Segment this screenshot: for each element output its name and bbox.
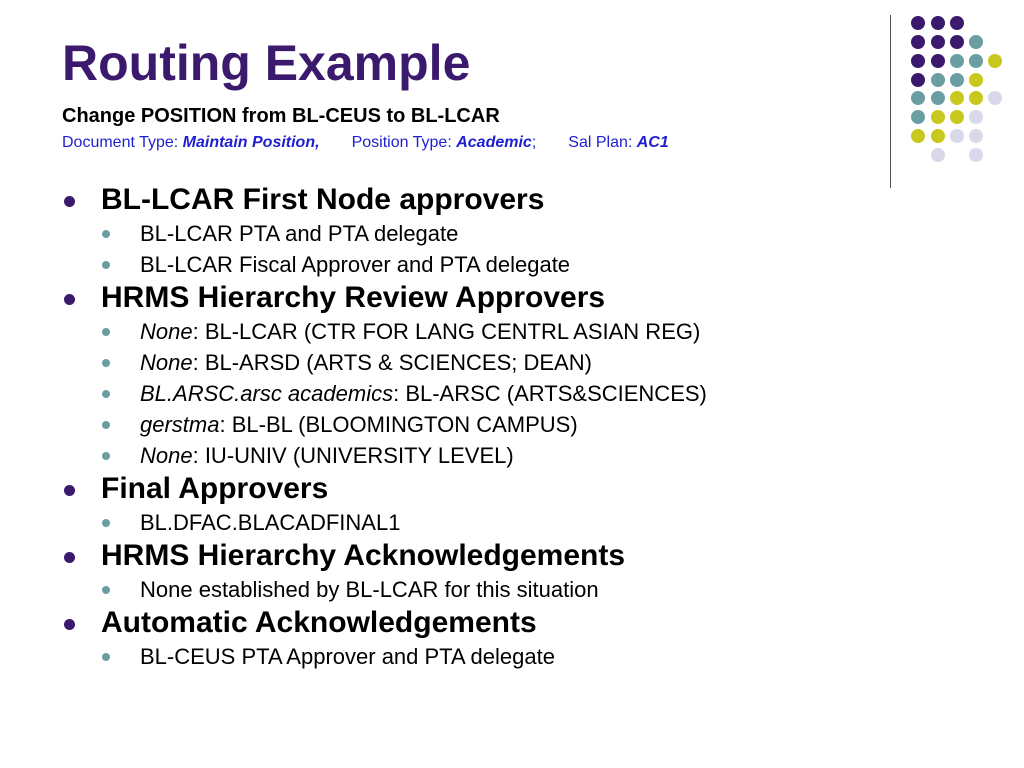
decorative-dot [950, 16, 964, 30]
decorative-dot [931, 73, 945, 87]
bullet-marker [64, 294, 75, 305]
decorative-dot [911, 54, 925, 68]
item-approver: None [140, 443, 193, 468]
sal-plan-label: Sal Plan: [568, 134, 637, 151]
item-text: : BL-ARSC (ARTS&SCIENCES) [393, 381, 707, 406]
item-text: BL-CEUS PTA Approver and PTA delegate [140, 644, 555, 669]
sub-bullet-marker [102, 421, 110, 429]
item-text: BL.DFAC.BLACADFINAL1 [140, 510, 401, 535]
sub-bullet-item [62, 409, 1002, 440]
sub-bullet-marker [102, 390, 110, 398]
decorative-dot [931, 35, 945, 49]
section-heading-text: Final Approvers [101, 472, 329, 505]
document-type-label: Document Type: [62, 134, 183, 151]
position-type-label: Position Type: [351, 134, 457, 151]
item-text: BL-LCAR PTA and PTA delegate [140, 221, 459, 246]
document-info-line [62, 133, 669, 153]
section-heading-text: HRMS Hierarchy Review Approvers [101, 281, 606, 314]
sub-bullet-marker [102, 653, 110, 661]
position-type-value: Academic [456, 134, 532, 151]
item-text: : BL-LCAR (CTR FOR LANG CENTRL ASIAN REG) [192, 319, 701, 344]
slide-subtitle: Change POSITION from BL-CEUS to BL-LCAR [62, 105, 500, 127]
decorative-dot [911, 73, 925, 87]
decorative-dot [931, 110, 945, 124]
section-heading-text: HRMS Hierarchy Acknowledgements [101, 539, 626, 572]
decorative-dot [969, 110, 983, 124]
header-divider [890, 15, 891, 188]
sub-bullet-marker [102, 328, 110, 336]
sub-bullet-marker [102, 230, 110, 238]
decorative-dot [931, 91, 945, 105]
sub-bullet-item [62, 507, 1002, 538]
decorative-dot [911, 110, 925, 124]
sub-bullet-item [62, 574, 1002, 605]
decorative-dot [950, 54, 964, 68]
decorative-dot [931, 54, 945, 68]
bullet-marker [64, 485, 75, 496]
decorative-dot [969, 73, 983, 87]
section-heading [62, 182, 1002, 218]
decorative-dot [911, 129, 925, 143]
section-heading-text: Automatic Acknowledgements [101, 606, 537, 639]
bullet-marker [64, 552, 75, 563]
sal-plan-value: AC1 [636, 134, 669, 151]
sub-bullet-item [62, 347, 1002, 378]
decorative-dot [969, 129, 983, 143]
decorative-dot [931, 148, 945, 162]
sub-bullet-marker [102, 519, 110, 527]
sub-bullet-item [62, 316, 1002, 347]
decorative-dot [931, 16, 945, 30]
item-approver: BL.ARSC.arsc academics [140, 381, 394, 406]
section-heading [62, 605, 1002, 641]
decorative-dot [911, 16, 925, 30]
sal-plan [568, 133, 669, 153]
decorative-dot [950, 129, 964, 143]
section-heading-text: BL-LCAR First Node approvers [101, 183, 545, 216]
decorative-dot [969, 54, 983, 68]
section-heading [62, 280, 1002, 316]
decorative-dot [911, 35, 925, 49]
sub-bullet-marker [102, 261, 110, 269]
sub-bullet-item [62, 249, 1002, 280]
item-text: BL-LCAR Fiscal Approver and PTA delegate [140, 252, 571, 277]
sub-bullet-item [62, 378, 1002, 409]
item-text: : BL-ARSD (ARTS & SCIENCES; DEAN) [192, 350, 592, 375]
bullet-marker [64, 196, 75, 207]
decorative-dot [969, 91, 983, 105]
item-text: : BL-BL (BLOOMINGTON CAMPUS) [219, 412, 578, 437]
section-heading [62, 538, 1002, 574]
section-heading [62, 471, 1002, 507]
decorative-dot [988, 91, 1002, 105]
bullet-list [62, 182, 1002, 672]
sub-bullet-item [62, 641, 1002, 672]
position-type-separator: ; [531, 134, 537, 151]
decorative-dot [931, 129, 945, 143]
document-type-separator: , [315, 134, 320, 151]
item-approver: None [140, 350, 193, 375]
sub-bullet-marker [102, 359, 110, 367]
sub-bullet-item [62, 440, 1002, 471]
sub-bullet-marker [102, 586, 110, 594]
decorative-dot [969, 35, 983, 49]
item-approver: None [140, 319, 193, 344]
position-type [352, 133, 537, 153]
sub-bullet-marker [102, 452, 110, 460]
bullet-marker [64, 619, 75, 630]
document-type-value: Maintain Position [182, 134, 316, 151]
item-text: : IU-UNIV (UNIVERSITY LEVEL) [192, 443, 514, 468]
decorative-dot [988, 54, 1002, 68]
decorative-dot [950, 110, 964, 124]
document-type [62, 133, 320, 153]
item-text: None established by BL-LCAR for this situation [140, 577, 599, 602]
slide-title: Routing Example [62, 35, 471, 91]
decorative-dot [950, 91, 964, 105]
decorative-dot [950, 35, 964, 49]
item-approver: gerstma [140, 412, 220, 437]
sub-bullet-item [62, 218, 1002, 249]
decorative-dot [950, 73, 964, 87]
decorative-dot [911, 91, 925, 105]
decorative-dot [969, 148, 983, 162]
